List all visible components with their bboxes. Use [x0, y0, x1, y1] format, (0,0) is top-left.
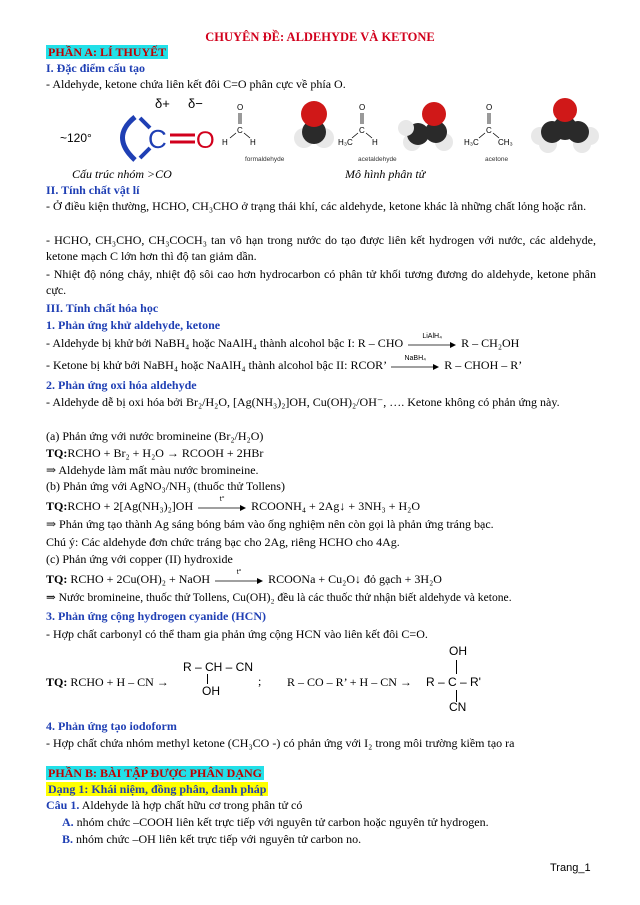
svg-text:C: C [486, 126, 492, 135]
svg-text:O: O [486, 103, 493, 112]
carbon-label: C [148, 124, 167, 154]
reaction-3-para: - Hợp chất carbonyl có thể tham gia phản ứng cộng HCN vào liên kết đôi C=O. [46, 627, 428, 641]
part-b-subheading: Dạng 1: Khái niệm, đồng phân, danh pháp [48, 782, 267, 796]
reaction-3-product-left: R – CH – CN OH [183, 660, 254, 698]
reaction-2-note: Chú ý: Các aldehyde đơn chức tráng bạc cho 2Ag, riêng HCHO cho 4Ag. [46, 535, 400, 549]
svg-text:C: C [359, 126, 365, 135]
formaldehyde-structure [222, 103, 256, 147]
reaction-2-para: - Aldehyde dễ bị oxi hóa bởi Br₂/H₂O, [Ag(NH₃)₂]OH, Cu(OH)₂/OH⁻, …. Ketone không có phản ứng này. [46, 395, 560, 409]
reaction-3-product-right: OH R – C – R' CN [426, 644, 481, 714]
bond-line-icon [207, 674, 208, 684]
svg-text:H₃C: H₃C [464, 138, 479, 147]
formaldehyde-model-icon [294, 101, 334, 148]
arrow-icon: LiAlH₄ [406, 337, 458, 351]
page-number: Trang_1 [550, 862, 591, 874]
reaction-2-heading: 2. Phản ứng oxi hóa aldehyde [46, 378, 197, 392]
arrow-icon: NaBH₄ [389, 359, 441, 373]
acetone-model-icon [531, 98, 599, 153]
page-title: CHUYÊN ĐỀ: ALDEHYDE VÀ KETONE [205, 30, 435, 44]
delta-minus-label: δ− [188, 96, 203, 111]
section-2-para-2: - HCHO, CH₃CHO, CH₃COCH₃ tan vô hạn trong nước do tạo được liên kết hydrogen với nước, các aldehyde, ketone mạch C lớn hơn thì độ tan giảm dần. [46, 233, 596, 263]
reaction-2b-equation: TQ:RCHO + 2[Ag(NH₃)₂]OH t° RCOONH₄ + 2Ag↓ + 3NH₃ + H₂O [46, 496, 420, 513]
section-1-text: - Aldehyde, ketone chứa liên kết đôi C=O phân cực về phía O. [46, 77, 346, 91]
reaction-2b-heading: (b) Phản ứng với AgNO₃/NH₃ (thuốc thử Tollens) [46, 479, 285, 493]
section-2-heading: II. Tính chất vật lí [46, 183, 140, 197]
svg-text:O: O [359, 103, 366, 112]
section-2-para-1: - Ở điều kiện thường, HCHO, CH₃CHO ở trạng thái khí, các aldehyde, ketone khác là những chất lỏng hoặc rắn. [46, 199, 587, 213]
reaction-2c-heading: (c) Phản ứng với copper (II) hydroxide [46, 552, 233, 566]
angle-label: ~120° [60, 131, 92, 145]
svg-text:CH₃: CH₃ [498, 138, 513, 147]
reaction-2a-equation: TQ:RCHO + Br₂ + H₂O → RCOOH + 2HBr [46, 446, 264, 460]
figure-caption-right: Mô hình phân tử [345, 167, 426, 181]
part-b-heading: PHẦN B: BÀI TẬP ĐƯỢC PHÂN DẠNG [48, 766, 263, 780]
reaction-1-line-1: - Aldehyde bị khử bởi NaBH₄ hoặc NaAlH₄ thành alcohol bậc I: R – CHO LiAlH₄ R – CH₂OH [46, 333, 520, 350]
question-1: Câu 1. Aldehyde là hợp chất hữu cơ trong phân tử có [46, 798, 303, 812]
equation-separator: ; [258, 674, 262, 688]
arrow-icon: t° [196, 500, 248, 514]
acetone-structure [464, 103, 513, 147]
reaction-2a-result: ⇒ Aldehyde làm mất màu nước bromineine. [46, 463, 259, 477]
oxygen-label: O [196, 127, 215, 154]
reaction-4-para: - Hợp chất chứa nhóm methyl ketone (CH₃CO -) có phản ứng với I₂ trong môi trường kiềm tạo ra [46, 736, 515, 750]
acetaldehyde-label: acetaldehyde [358, 156, 397, 163]
reaction-3-equation-left: TQ: RCHO + H – CN → [46, 675, 169, 689]
reaction-3-heading: 3. Phản ứng cộng hydrogen cyanide (HCN) [46, 609, 267, 623]
question-1-option-a: A. nhóm chức –COOH liên kết trực tiếp với nguyên tử carbon hoặc nguyên tử hydrogen. [62, 815, 489, 829]
reaction-2b-result: ⇒ Phản ứng tạo thành Ag sáng bóng bám vào ống nghiệm nên còn gọi là phản ứng tráng bạc. [46, 517, 494, 531]
section-3-heading: III. Tính chất hóa học [46, 301, 159, 315]
svg-text:H: H [250, 138, 256, 147]
reaction-4-heading: 4. Phản ứng tạo iodoform [46, 719, 177, 733]
acetaldehyde-model-icon [398, 102, 453, 151]
svg-text:H: H [222, 138, 228, 147]
reaction-3-equation-right: R – CO – R’ + H – CN → [287, 675, 412, 689]
question-1-option-b: B. nhóm chức –OH liên kết trực tiếp với nguyên tử carbon no. [62, 832, 362, 846]
section-1-heading: I. Đặc điểm cấu tạo [46, 61, 145, 75]
delta-plus-label: δ+ [155, 96, 170, 111]
reaction-2c-equation: TQ: RCHO + 2Cu(OH)₂ + NaOH t° RCOONa + Cu₂O↓ đỏ gạch + 3H₂O [46, 569, 442, 586]
bond-line-icon [456, 660, 457, 674]
figure-caption-left: Cấu trúc nhóm >CO [72, 167, 172, 181]
svg-text:H: H [372, 138, 378, 147]
reaction-1-heading: 1. Phản ứng khử aldehyde, ketone [46, 318, 221, 332]
bond-arc-icon [123, 117, 136, 160]
svg-text:C: C [237, 126, 243, 135]
reaction-2a-heading: (a) Phản ứng với nước bromineine (Br₂/H₂O) [46, 429, 264, 443]
formaldehyde-label: formaldehyde [245, 156, 285, 163]
reaction-2c-result: ⇒ Nước bromineine, thuốc thử Tollens, Cu(OH)₂ đều là các thuốc thử nhận biết aldehyde và ketone. [46, 591, 512, 604]
svg-text:H₃C: H₃C [338, 138, 353, 147]
section-2-para-3: - Nhiệt độ nóng chảy, nhiệt độ sôi cao hơn hydrocarbon có phân tử khối tương đương do aldehyde, ketone phân cực. [46, 267, 596, 297]
acetone-label: acetone [485, 156, 509, 163]
part-a-heading: PHẦN A: LÍ THUYẾT [48, 45, 167, 59]
reaction-1-line-2: - Ketone bị khử bởi NaBH₄ hoặc NaAlH₄ thành alcohol bậc II: RCOR’ NaBH₄ R – CHOH – R’ [46, 355, 523, 372]
svg-text:O: O [237, 103, 244, 112]
arrow-icon: t° [213, 573, 265, 587]
acetaldehyde-structure [338, 103, 378, 147]
